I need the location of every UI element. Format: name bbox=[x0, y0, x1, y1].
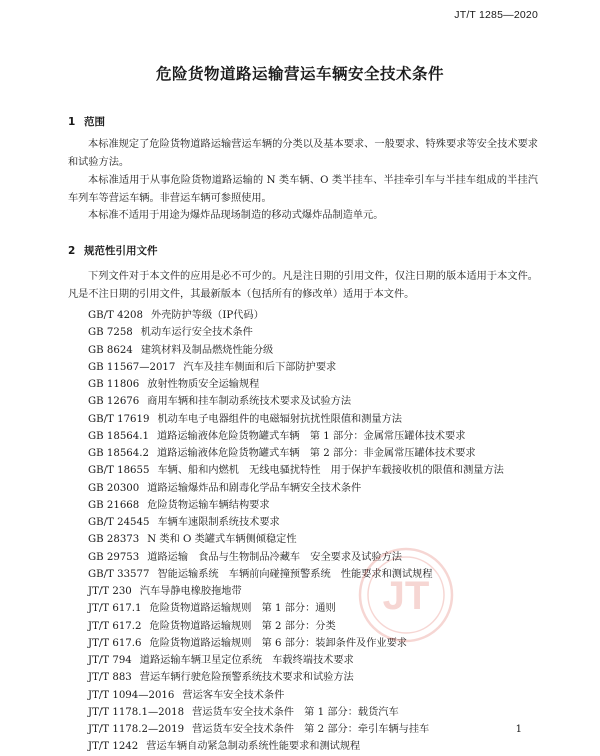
reference-code: JT/T 794 bbox=[88, 655, 132, 666]
reference-item bbox=[88, 480, 548, 497]
section-number: 2 bbox=[68, 245, 76, 257]
reference-item bbox=[88, 531, 548, 548]
reference-item bbox=[88, 652, 548, 669]
reference-code: JT/T 1178.2—2019 bbox=[88, 724, 185, 735]
reference-code: GB/T 4208 bbox=[88, 310, 144, 321]
reference-item bbox=[88, 549, 548, 566]
reference-title: 汽车及挂车侧面和后下部防护要求 bbox=[183, 361, 337, 373]
reference-code: GB 11567—2017 bbox=[88, 361, 176, 373]
reference-item bbox=[88, 583, 548, 600]
section-title: 规范性引用文件 bbox=[84, 245, 158, 257]
reference-item bbox=[88, 324, 548, 341]
reference-code: JT/T 883 bbox=[88, 672, 132, 684]
reference-title: 道路运输液体危险货物罐式车辆 第 1 部分：金属常压罐体技术要求 bbox=[157, 430, 466, 442]
reference-title: 危险货物道路运输规则 第 6 部分：装卸条件及作业要求 bbox=[149, 637, 407, 649]
section-1-paragraph-2: 本标准适用于从事危险货物道路运输的 N 类车辆、O 类半挂车、半挂牵引车与半挂车组成的半挂汽车列车等营运车辆。非营运车辆可参照使用。 bbox=[68, 175, 538, 204]
reference-code: JT/T 1178.1—2018 bbox=[88, 706, 185, 718]
reference-title: 道路运输车辆卫星定位系统 车载终端技术要求 bbox=[139, 655, 354, 666]
reference-code: GB/T 18655 bbox=[88, 465, 150, 477]
reference-title: 放射性物质安全运输规程 bbox=[147, 379, 260, 390]
reference-code: JT/T 617.2 bbox=[88, 620, 142, 632]
reference-title: 营运车辆自动紧急制动系统性能要求和测试规程 bbox=[146, 741, 361, 753]
reference-code: JT/T 617.6 bbox=[88, 637, 142, 649]
reference-title: 危险货物道路运输规则 第 1 部分：通则 bbox=[149, 603, 336, 615]
reference-code: JT/T 230 bbox=[88, 586, 132, 597]
reference-code: JT/T 1094—2016 bbox=[88, 689, 175, 701]
reference-item bbox=[88, 635, 548, 652]
page-number: 1 bbox=[515, 724, 522, 735]
reference-title: 营运货车安全技术条件 第 1 部分：载货汽车 bbox=[192, 706, 399, 718]
reference-code: GB/T 24545 bbox=[88, 517, 150, 528]
reference-item bbox=[88, 721, 548, 738]
normative-references-list bbox=[88, 307, 548, 756]
reference-title: 机动车电子电器组件的电磁辐射抗扰性限值和测量方法 bbox=[157, 413, 402, 425]
reference-title: 汽车导静电橡胶拖地带 bbox=[139, 586, 242, 597]
reference-code: JT/T 617.1 bbox=[88, 603, 142, 615]
watermark-text: JT bbox=[382, 574, 430, 618]
reference-item bbox=[88, 342, 548, 359]
reference-title: 危险货物道路运输规则 第 2 部分：分类 bbox=[149, 620, 336, 632]
reference-code: GB 18564.1 bbox=[88, 430, 149, 442]
reference-title: 营运客车安全技术条件 bbox=[182, 689, 285, 701]
reference-item bbox=[88, 359, 548, 376]
reference-item bbox=[88, 462, 548, 479]
reference-item bbox=[88, 566, 548, 583]
reference-title: 车辆、船和内燃机 无线电骚扰特性 用于保护车载接收机的限值和测量方法 bbox=[157, 465, 504, 477]
reference-item bbox=[88, 497, 548, 514]
reference-code: GB/T 17619 bbox=[88, 413, 150, 425]
reference-code: GB 7258 bbox=[88, 327, 133, 339]
document-title: 危险货物道路运输营运车辆安全技术条件 bbox=[155, 65, 444, 83]
reference-title: 外壳防护等级（IP代码） bbox=[151, 310, 264, 321]
reference-code: GB 21668 bbox=[88, 499, 140, 511]
reference-title: 道路运输爆炸品和剧毒化学品车辆安全技术条件 bbox=[147, 482, 362, 494]
reference-item bbox=[88, 618, 548, 635]
reference-title: N 类和 O 类罐式车辆侧倾稳定性 bbox=[147, 534, 297, 546]
section-2-paragraph-1: 下列文件对于本文件的应用是必不可少的。凡是注日期的引用文件，仅注日期的版本适用于本文件。凡是不注日期的引用文件，其最新版本（包括所有的修改单）适用于本文件。 bbox=[68, 271, 538, 300]
section-1-heading bbox=[68, 114, 105, 129]
reference-title: 智能运输系统 车辆前向碰撞预警系统 性能要求和测试规程 bbox=[157, 568, 433, 580]
reference-item bbox=[88, 428, 548, 445]
reference-title: 机动车运行安全技术条件 bbox=[140, 327, 253, 339]
reference-item bbox=[88, 738, 548, 755]
reference-code: GB 18564.2 bbox=[88, 448, 149, 459]
reference-code: GB 20300 bbox=[88, 482, 140, 494]
reference-code: GB 8624 bbox=[88, 344, 133, 356]
reference-item bbox=[88, 514, 548, 531]
reference-title: 建筑材料及制品燃烧性能分级 bbox=[140, 344, 274, 356]
reference-code: JT/T 1242 bbox=[88, 741, 139, 753]
reference-title: 道路运输液体危险货物罐式车辆 第 2 部分：非金属常压罐体技术要求 bbox=[157, 448, 476, 459]
reference-item bbox=[88, 411, 548, 428]
reference-item bbox=[88, 669, 548, 686]
reference-title: 车辆车速限制系统技术要求 bbox=[157, 517, 280, 528]
reference-title: 危险货物运输车辆结构要求 bbox=[147, 499, 270, 511]
reference-code: GB 12676 bbox=[88, 396, 140, 408]
section-1-paragraph-3: 本标准不适用于用途为爆炸品现场制造的移动式爆炸品制造单元。 bbox=[88, 210, 384, 221]
reference-item bbox=[88, 376, 548, 393]
reference-item bbox=[88, 445, 548, 462]
section-title: 范围 bbox=[84, 116, 105, 128]
reference-item bbox=[88, 704, 548, 721]
reference-item bbox=[88, 687, 548, 704]
section-2-heading bbox=[68, 243, 158, 258]
standard-code: JT/T 1285—2020 bbox=[454, 9, 538, 21]
section-1-paragraph-1: 本标准规定了危险货物道路运输营运车辆的分类以及基本要求、一般要求、特殊要求等安全技术要求和试验方法。 bbox=[68, 139, 538, 168]
reference-item bbox=[88, 307, 548, 324]
reference-code: GB 29753 bbox=[88, 551, 140, 563]
jt-seal-watermark-icon bbox=[356, 545, 456, 645]
reference-title: 营运车辆行驶危险预警系统技术要求和试验方法 bbox=[139, 672, 354, 684]
reference-code: GB 11806 bbox=[88, 379, 140, 390]
reference-title: 营运货车安全技术条件 第 2 部分：牵引车辆与挂车 bbox=[192, 724, 430, 735]
reference-item bbox=[88, 393, 548, 410]
reference-title: 商用车辆和挂车制动系统技术要求及试验方法 bbox=[147, 396, 352, 408]
reference-code: GB 28373 bbox=[88, 534, 140, 546]
reference-title: 道路运输 食品与生物制品冷藏车 安全要求及试验方法 bbox=[147, 551, 402, 563]
reference-item bbox=[88, 600, 548, 617]
reference-code: GB/T 33577 bbox=[88, 568, 150, 580]
section-number: 1 bbox=[68, 116, 76, 128]
